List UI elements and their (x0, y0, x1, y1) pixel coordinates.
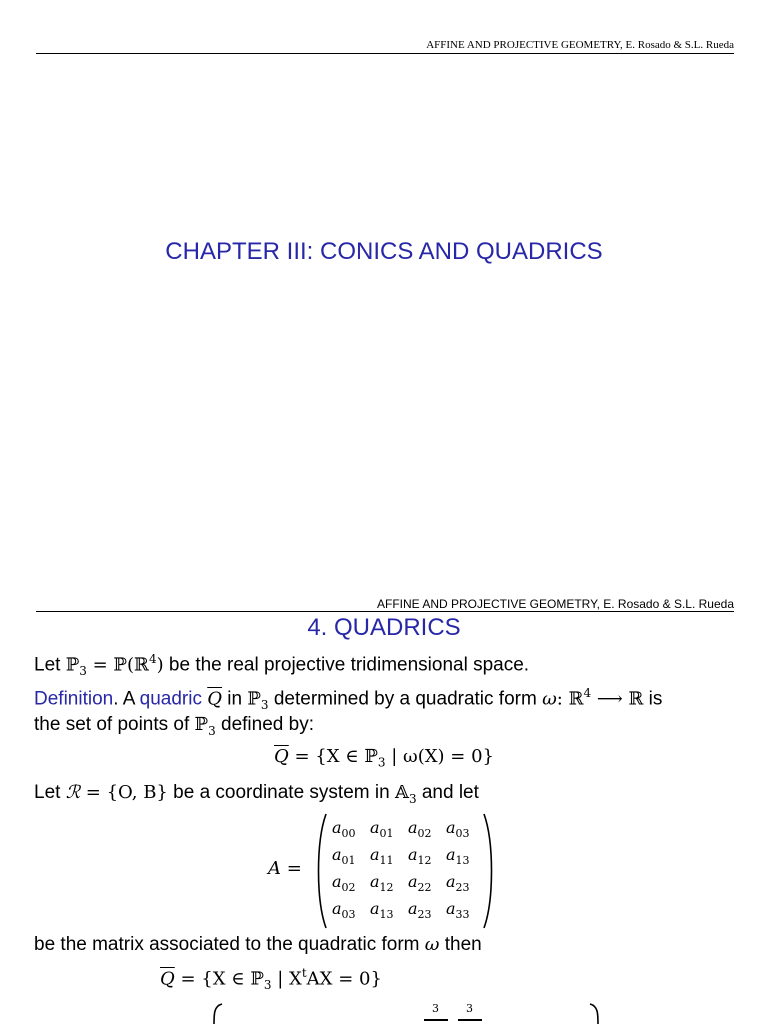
sum-sign-top (458, 1019, 482, 1021)
intro-line: Let ℙ$_3$ = ℙ(ℝ$^4$) be the real projective tridimensional space. (34, 652, 530, 679)
matrix-entry: $a_{03}$ (332, 899, 356, 922)
definition-line-2: the set of points of ℙ$_3$ defined by: (34, 714, 314, 738)
matrix-entry: $a_{33}$ (446, 899, 470, 922)
sum-upper-limit: 3 (432, 1002, 439, 1015)
quadric-matrix-equation: $\overline{Q} = \{X$ ∈ ℙ$_3$ | $X^tAX = 0$} (160, 966, 382, 993)
quadric-definition-equation: $\overline{Q} = \{X$ ∈ ℙ$_3$ | ω(X) = 0} (274, 746, 494, 770)
section-title: 4. QUADRICS (307, 614, 461, 641)
left-paren (314, 812, 328, 930)
matrix-associated-line: be the matrix associated to the quadratic form ω then (34, 934, 482, 955)
header-rule (36, 53, 734, 54)
sum-upper-limit: 3 (466, 1002, 473, 1015)
matrix-label: A = (268, 858, 302, 879)
matrix-entry: $a_{02}$ (408, 818, 432, 841)
matrix-entry: $a_{00}$ (332, 818, 356, 841)
matrix-entry: $a_{23}$ (446, 872, 470, 895)
definition-line-1: Definition. A quadric $\overline{Q}$ in ℙ$_3$ determined by a quadratic form ω: ℝ$^4$ ⟶ ℝ is (34, 686, 663, 713)
chapter-title: CHAPTER III: CONICS AND QUADRICS (165, 238, 603, 265)
matrix-entry: $a_{22}$ (408, 872, 432, 895)
matrix-entry: $a_{13}$ (446, 845, 470, 868)
matrix-entry: $a_{02}$ (332, 872, 356, 895)
running-head: AFFINE AND PROJECTIVE GEOMETRY, E. Rosado & S.L. Rueda (426, 39, 734, 51)
matrix-entry: $a_{12}$ (408, 845, 432, 868)
matrix-entry: $a_{12}$ (370, 872, 394, 895)
right-paren (482, 812, 496, 930)
matrix-entry: $a_{13}$ (370, 899, 394, 922)
matrix-entry: $a_{11}$ (370, 845, 394, 868)
term-quadric: quadric (139, 688, 202, 710)
right-brace-partial (586, 1000, 606, 1024)
matrix-entry: $a_{01}$ (332, 845, 356, 868)
definition-label: Definition (34, 688, 114, 710)
left-brace-partial (206, 1000, 226, 1024)
running-head: AFFINE AND PROJECTIVE GEOMETRY, E. Rosado & S.L. Rueda (376, 597, 734, 611)
sum-sign-top (424, 1019, 448, 1021)
matrix-entries (332, 818, 484, 926)
matrix-entry: $a_{23}$ (408, 899, 432, 922)
matrix-entry: $a_{01}$ (370, 818, 394, 841)
coordinate-system-line: Let ℛ = {O, B} be a coordinate system in 𝔸$_3$ and let (34, 782, 479, 806)
header-rule (36, 611, 734, 612)
matrix-entry: $a_{03}$ (446, 818, 470, 841)
